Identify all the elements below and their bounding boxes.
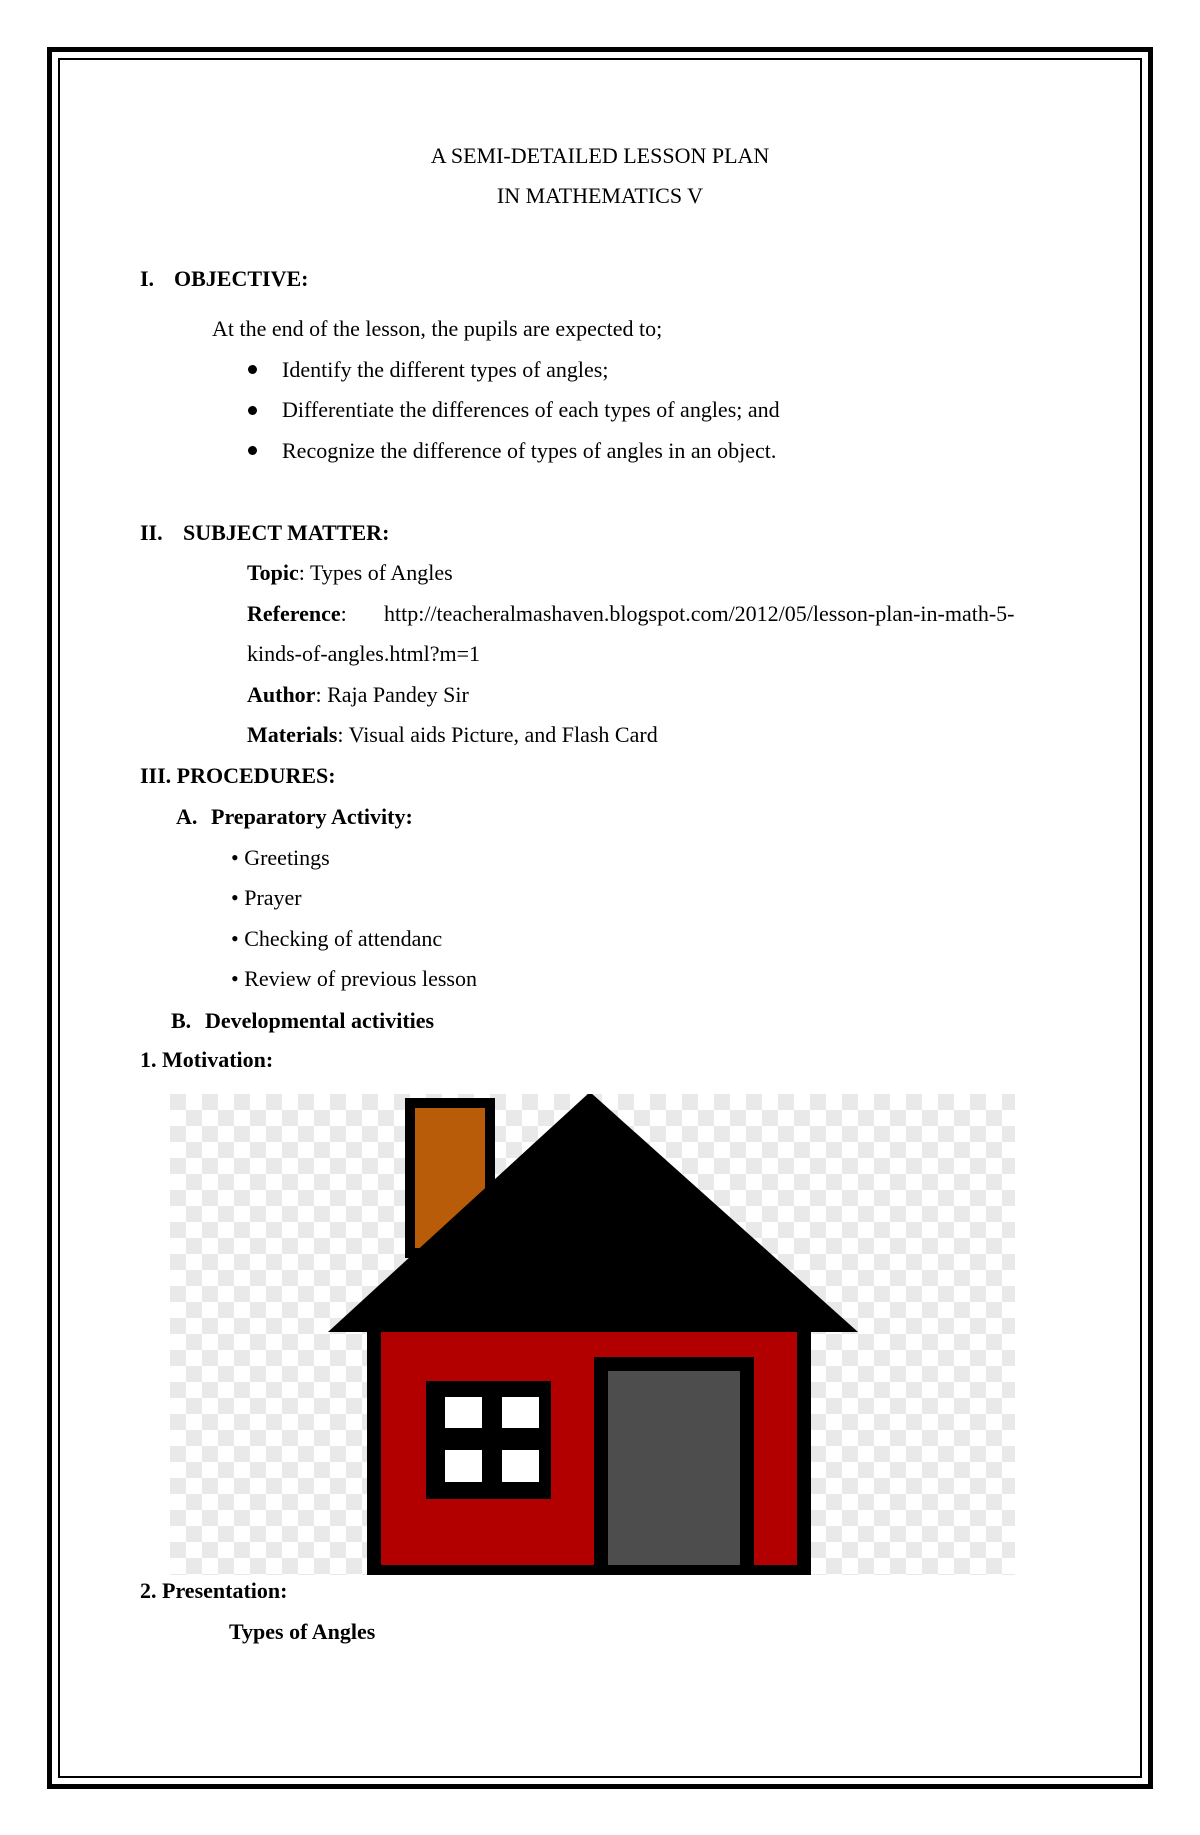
author-label: Author <box>247 682 316 707</box>
preparatory-item: • Greetings <box>231 845 330 870</box>
reference-label: Reference <box>247 601 341 626</box>
subject-matter-heading: SUBJECT MATTER: <box>183 520 390 545</box>
reference-url-line-2: kinds-of-angles.html?m=1 <box>247 641 480 666</box>
developmental-heading: Developmental activities <box>205 1008 435 1033</box>
title-line-1: A SEMI-DETAILED LESSON PLAN <box>430 143 770 168</box>
preparatory-item: • Prayer <box>231 885 302 910</box>
author-value: : Raja Pandey Sir <box>315 682 469 707</box>
subject-matter-number: II. <box>140 520 163 545</box>
author-row <box>247 684 469 706</box>
preparatory-heading: Preparatory Activity: <box>211 804 413 829</box>
reference-colon: : <box>340 601 347 626</box>
window-pane <box>445 1450 482 1482</box>
house-picture <box>170 1094 1015 1575</box>
topic-label: Topic <box>247 560 299 585</box>
door <box>601 1364 747 1572</box>
objective-item: Recognize the difference of types of angles in an object. <box>282 438 777 463</box>
presentation-heading: 2. Presentation: <box>140 1578 288 1603</box>
objective-item: Differentiate the differences of each types of angles; and <box>282 397 780 422</box>
title-line-2: IN MATHEMATICS V <box>496 183 704 208</box>
preparatory-item: • Checking of attendanc <box>231 926 443 951</box>
preparatory-item: • Review of previous lesson <box>231 966 477 991</box>
window-pane <box>502 1397 539 1428</box>
procedures-heading: III. PROCEDURES: <box>140 763 336 788</box>
reference-row <box>247 603 347 625</box>
developmental-number: B. <box>171 1008 192 1033</box>
reference-url-line-1: http://teacheralmashaven.blogspot.com/2012/05/lesson-plan-in-math-5- <box>384 601 1015 626</box>
window-pane <box>445 1397 482 1428</box>
motivation-heading: 1. Motivation: <box>140 1047 274 1072</box>
presentation-topic: Types of Angles <box>229 1619 376 1644</box>
window-pane <box>502 1450 539 1482</box>
materials-label: Materials <box>247 722 338 747</box>
materials-value: : Visual aids Picture, and Flash Card <box>337 722 658 747</box>
objective-heading: OBJECTIVE: <box>174 266 309 291</box>
objective-number: I. <box>140 266 155 291</box>
bullet-icon <box>248 406 257 415</box>
bullet-icon <box>248 365 257 374</box>
topic-value: : Types of Angles <box>298 560 453 585</box>
objective-item: Identify the different types of angles; <box>282 357 609 382</box>
bullet-icon <box>248 446 257 455</box>
objective-intro: At the end of the lesson, the pupils are expected to; <box>212 316 663 341</box>
topic-row <box>247 562 453 584</box>
preparatory-number: A. <box>176 804 198 829</box>
materials-row <box>247 724 658 746</box>
